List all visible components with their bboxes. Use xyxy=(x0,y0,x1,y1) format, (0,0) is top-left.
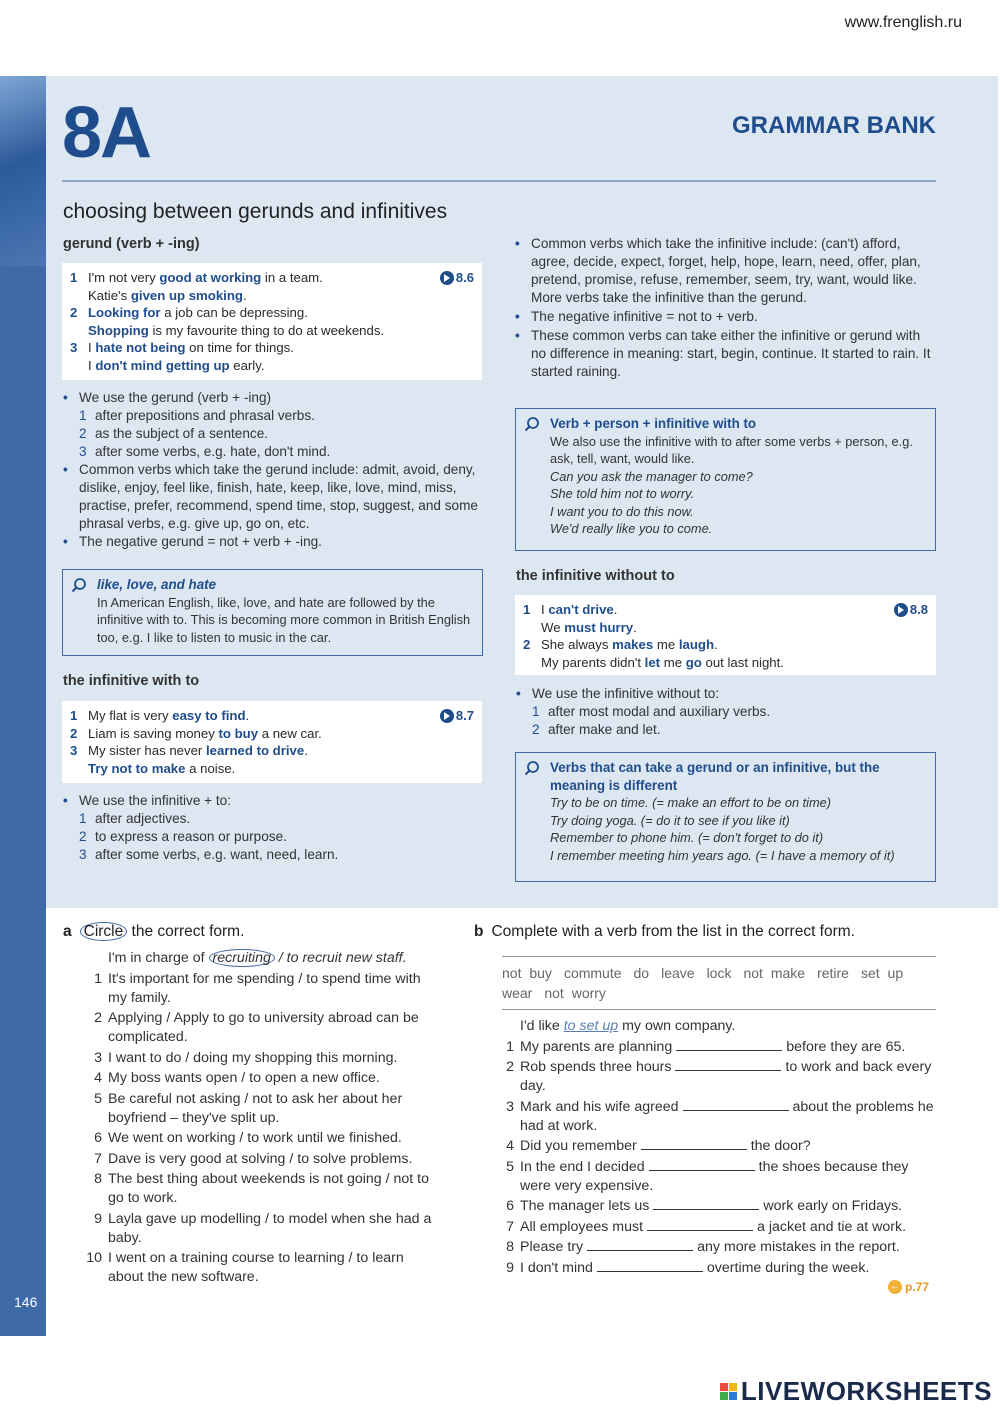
highlight: must hurry xyxy=(564,619,634,635)
highlight: Looking for xyxy=(88,305,161,320)
bullet-text: Common verbs which take the infinitive include: (can't) afford, agree, decide, expect, forget, help, hope, learn, need, offer, plan, pretend, promise, refuse, remember, seem, try, want, would like. More verbs take the infinitive than the gerund. xyxy=(531,236,921,305)
page-reference[interactable]: ← p.77 xyxy=(890,1280,930,1294)
text: My sister has never xyxy=(88,743,206,758)
item-text[interactable]: Dave is very good at solving / to solve problems. xyxy=(108,1150,413,1167)
answer-blank[interactable] xyxy=(647,1219,753,1231)
example-line xyxy=(541,636,928,654)
rule-item xyxy=(63,828,483,846)
example-lines xyxy=(88,269,474,304)
item-text[interactable]: I want to do / doing my shopping this morning. xyxy=(108,1049,398,1066)
note-title: Verbs that can take a gerund or an infinitive, but the meaning is different xyxy=(550,760,880,793)
rule-text: after prepositions and phrasal verbs. xyxy=(95,408,315,423)
rule-number: 2 xyxy=(79,426,87,441)
answer-blank[interactable] xyxy=(683,1099,789,1111)
example-line xyxy=(541,601,928,619)
item-prefix: Rob spends three hours xyxy=(520,1059,672,1075)
example-line xyxy=(88,357,474,375)
example-item xyxy=(523,636,928,671)
bullet-text: These common verbs can take either the infinitive or gerund with no difference in meaning: start, begin, continue. It started to rain. It started raining. xyxy=(531,328,931,379)
gerund-examples-box xyxy=(62,263,482,380)
exercise-item xyxy=(86,1249,442,1287)
answer-blank[interactable] xyxy=(676,1039,782,1051)
example-number: 2 xyxy=(70,725,78,741)
example-lines xyxy=(541,636,928,671)
note-lines xyxy=(550,433,925,538)
exercise-item xyxy=(86,1009,442,1047)
item-number: 7 xyxy=(506,1218,514,1235)
item-suffix: about the problems he had at work. xyxy=(520,1098,934,1134)
item-prefix: In the end I decided xyxy=(520,1158,645,1175)
item-suffix: a jacket and tie at work. xyxy=(757,1218,907,1235)
rule-list xyxy=(63,810,483,864)
highlight: easy to find xyxy=(172,708,246,723)
word-option: lock xyxy=(706,965,732,981)
liveworksheets-logo[interactable]: LIVEWORKSHEETS xyxy=(720,1376,992,1407)
site-url[interactable]: www.frenglish.ru xyxy=(844,14,962,31)
exercise-item xyxy=(498,1158,938,1196)
exercise-a-list xyxy=(86,949,442,1289)
note-line: She told him not to worry. xyxy=(550,486,695,501)
exercise-b-list xyxy=(498,1017,938,1279)
text: me xyxy=(660,654,686,670)
exercise-item xyxy=(86,1210,442,1248)
item-text xyxy=(520,1058,938,1096)
text: . xyxy=(242,287,247,303)
example-item: I'm in charge of recruiting / to recruit new staff. xyxy=(108,950,407,966)
word-option: not worry xyxy=(544,985,606,1001)
rule-number: 1 xyxy=(79,408,87,423)
item-suffix: before they are 65. xyxy=(786,1038,906,1055)
infinitive-without-to-subheading: the infinitive without to xyxy=(516,568,675,584)
item-number: 9 xyxy=(94,1210,102,1227)
text: out last night. xyxy=(701,654,784,670)
bullet-dot: • xyxy=(515,328,520,343)
answer-blank[interactable] xyxy=(597,1260,703,1272)
item-text[interactable]: It's important for me spending / to spend time with my family. xyxy=(108,970,421,1006)
highlight: good at working xyxy=(159,270,262,285)
answer-blank[interactable] xyxy=(649,1159,755,1171)
rule-intro: We use the infinitive + to: xyxy=(79,793,232,808)
example-number: 1 xyxy=(70,708,78,723)
circled-answer: recruiting xyxy=(209,949,275,967)
word-option: not make xyxy=(743,965,806,981)
rule-item xyxy=(63,846,483,864)
item-number: 1 xyxy=(506,1038,514,1055)
word-option: set up xyxy=(860,965,904,981)
text: . xyxy=(714,637,718,652)
rule-intro: We use the infinitive without to: xyxy=(532,686,720,701)
example-number: 3 xyxy=(70,340,78,355)
item-prefix: I don't mind xyxy=(520,1259,593,1276)
example-item xyxy=(70,304,474,339)
divider xyxy=(62,180,936,182)
rule-item xyxy=(516,721,936,739)
note-text: In American English, like, love, and hate are followed by the infinitive with to. This is becoming more common in British English too, e.g. I like to listen to music in the car. xyxy=(97,594,471,645)
example-lines xyxy=(88,304,474,339)
item-number: 8 xyxy=(94,1171,102,1187)
highlight: learned to drive xyxy=(206,743,305,758)
word-option: wear xyxy=(502,985,533,1001)
example-list xyxy=(70,707,474,777)
text: me xyxy=(653,637,679,652)
rule-number: 2 xyxy=(79,829,87,844)
audio-button[interactable]: 8.7 xyxy=(440,707,474,725)
item-text xyxy=(520,1259,869,1278)
note-title: Verb + person + infinitive with to xyxy=(550,416,757,431)
example-number: 3 xyxy=(70,743,78,758)
page-number: 146 xyxy=(14,1294,38,1310)
rule-item xyxy=(63,810,483,828)
unit-title: 8A xyxy=(62,93,151,173)
text: She always xyxy=(541,637,613,652)
rule-item xyxy=(63,443,483,461)
example-lines xyxy=(88,339,474,374)
example-item: I'd like to set up my own company. xyxy=(520,1018,736,1034)
item-prefix: My parents are planning xyxy=(520,1038,673,1055)
text: in a team. xyxy=(261,270,323,285)
infinitive-without-to-examples-box xyxy=(515,595,936,675)
magnifier-icon xyxy=(71,577,87,593)
item-text[interactable]: Be careful not asking / not to ask her about her boyfriend – they've split up. xyxy=(108,1090,403,1126)
text: early. xyxy=(229,357,265,373)
item-number: 7 xyxy=(94,1150,102,1167)
audio-icon xyxy=(894,603,908,617)
example-item xyxy=(70,707,474,725)
infinitive-to-examples-box xyxy=(62,701,482,783)
item-number: 2 xyxy=(506,1059,514,1075)
example-item xyxy=(70,339,474,374)
text: is my favourite thing to do at weekends. xyxy=(148,322,385,338)
example-lines xyxy=(88,742,474,777)
answer-blank[interactable] xyxy=(675,1059,781,1071)
text: My parents didn't xyxy=(541,654,645,670)
item-text[interactable]: We went on working / to work until we finished. xyxy=(108,1130,402,1146)
note-line: Can you ask the manager to come? xyxy=(550,468,753,484)
item-text[interactable]: Layla gave up modelling / to model when she had a baby. xyxy=(108,1210,432,1246)
item-number: 6 xyxy=(94,1130,102,1146)
item-text xyxy=(520,1218,906,1237)
text: My flat is very xyxy=(88,708,173,723)
note-gerund-or-infinitive xyxy=(515,752,936,882)
item-prefix: Did you remember xyxy=(520,1138,637,1154)
item-text xyxy=(520,1158,938,1196)
answer-blank[interactable] xyxy=(587,1239,693,1251)
example-number: 1 xyxy=(523,602,531,617)
note-line: We also use the infinitive with to after some verbs + person, e.g. ask, tell, want, would like. xyxy=(550,433,913,466)
exercise-item xyxy=(498,1197,938,1216)
rule-number: 1 xyxy=(79,811,87,826)
text: I xyxy=(88,340,96,355)
item-number: 3 xyxy=(506,1098,514,1115)
rule-text: after adjectives. xyxy=(95,811,191,826)
rule-text: after make and let. xyxy=(548,722,661,737)
item-number: 4 xyxy=(94,1070,102,1086)
item-number: 1 xyxy=(94,970,102,987)
bullet-item xyxy=(515,327,935,381)
item-text[interactable]: The best thing about weekends is not going / not to go to work. xyxy=(108,1171,430,1206)
item-prefix: Mark and his wife agreed xyxy=(520,1098,679,1115)
text: a new car. xyxy=(258,725,322,741)
highlight: Shopping xyxy=(88,322,149,338)
highlight: laugh xyxy=(678,637,715,652)
item-suffix: to work and back every day. xyxy=(520,1059,932,1094)
exercise-item xyxy=(498,1098,938,1136)
example-answer: to set up xyxy=(563,1018,619,1034)
example-list xyxy=(523,601,928,671)
exercise-b-title: b Complete with a verb from the list in the correct form. xyxy=(474,923,855,940)
left-bar-decoration xyxy=(0,76,46,266)
rule-list xyxy=(63,407,483,461)
infinitive-without-to-rules: • We use the infinitive without to: 1 after most modal and auxiliary verbs. 2 after make and let. xyxy=(516,685,936,739)
highlight: given up smoking xyxy=(130,287,243,303)
bullet-dot: • xyxy=(515,309,520,324)
example-lines xyxy=(541,601,928,636)
note-line: Try to be on time. (= make an effort to be on time) xyxy=(550,795,832,810)
rule-text: to express a reason or purpose. xyxy=(95,829,287,844)
note-line: We'd really like you to come. xyxy=(550,521,713,536)
exercise-item xyxy=(498,1218,938,1237)
text: . xyxy=(245,708,250,723)
text: Liam is saving money xyxy=(88,725,219,741)
word-option: leave xyxy=(661,965,695,981)
rule-text: as the subject of a sentence. xyxy=(95,426,269,441)
highlight: makes xyxy=(612,637,654,652)
item-suffix: any more mistakes in the report. xyxy=(697,1239,900,1255)
infinitive-to-rules: • We use the infinitive + to: 1 after adjectives. 2 to express a reason or purpose. 3 after some verbs, e.g. want, need, learn. xyxy=(63,792,483,864)
item-text[interactable]: My boss wants open / to open a new office. xyxy=(108,1070,380,1086)
arrow-left-icon: ← xyxy=(890,1281,900,1292)
example-line xyxy=(541,619,928,637)
rule-list xyxy=(516,703,936,739)
rule-number: 3 xyxy=(79,444,87,459)
word-option: do xyxy=(633,965,650,981)
gerund-subheading: gerund (verb + -ing) xyxy=(63,236,200,252)
word-option: not buy xyxy=(502,965,552,981)
example-lines xyxy=(88,725,474,743)
rule-text: after some verbs, e.g. want, need, learn. xyxy=(95,847,339,862)
highlight: to buy xyxy=(218,725,259,741)
gerund-rules: • We use the gerund (verb + -ing) 1 after prepositions and phrasal verbs. 2 as the subject of a sentence. 3 after some verbs, e.g. hate, don't mind. • Common verbs which take the gerund include: admit, avoid, deny, dislike, enjoy, feel like, finish, hate, keep, like, love, mind, miss, practise, prefer, recommend, spend time, stop, suggest, and some phrasal verbs, e.g. give up, go on, etc. • The negative gerund = not + verb + -ing. xyxy=(63,389,483,551)
item-number: 5 xyxy=(506,1158,514,1175)
highlight: Try not to make xyxy=(88,760,186,776)
example-line xyxy=(88,269,474,287)
audio-button[interactable]: 8.6 xyxy=(440,269,474,287)
item-text xyxy=(520,1238,900,1257)
example-line xyxy=(88,287,474,305)
text: on time for things. xyxy=(185,340,294,355)
exercise-item xyxy=(86,1150,442,1169)
example-number: 2 xyxy=(70,305,78,320)
exercise-item xyxy=(498,1259,938,1278)
answer-blank[interactable] xyxy=(653,1198,759,1210)
text: a noise. xyxy=(185,760,236,776)
rule-item xyxy=(63,407,483,425)
highlight: can't drive xyxy=(548,602,614,617)
example-lines xyxy=(88,707,474,725)
item-number: 9 xyxy=(506,1259,514,1276)
common-verbs-text: Common verbs which take the gerund include: admit, avoid, deny, dislike, enjoy, feel like, finish, hate, keep, like, love, mind, miss, practise, prefer, recommend, spend time, stop, suggest, and some phrasal verbs, e.g. give up, go on, etc. xyxy=(79,462,478,531)
note-lines xyxy=(550,794,925,864)
item-suffix: the door? xyxy=(750,1138,811,1154)
item-prefix: All employees must xyxy=(520,1218,644,1235)
example-item xyxy=(523,601,928,636)
example-item xyxy=(70,742,474,777)
magnifier-icon xyxy=(524,760,540,776)
rule-item xyxy=(63,425,483,443)
example-line xyxy=(88,304,474,322)
exercise-item xyxy=(86,970,442,1008)
bullet-item xyxy=(515,308,935,326)
rule-number: 3 xyxy=(79,847,87,862)
item-text xyxy=(520,1137,811,1156)
word-option: commute xyxy=(563,965,622,981)
example-line xyxy=(88,707,474,725)
text: . xyxy=(613,602,618,617)
text: Katie's xyxy=(88,287,131,303)
rule-number: 1 xyxy=(532,704,540,719)
answer-blank[interactable] xyxy=(641,1138,747,1150)
item-suffix: the shoes because they were very expensive. xyxy=(520,1158,909,1194)
example-line xyxy=(88,322,474,340)
example-line xyxy=(541,654,928,672)
example-item xyxy=(70,269,474,304)
negative-gerund-text: The negative gerund = not + verb + -ing. xyxy=(79,534,322,549)
audio-button[interactable]: 8.8 xyxy=(894,601,928,619)
exercise-item xyxy=(86,1129,442,1148)
bullet-item xyxy=(515,235,935,307)
rule-item xyxy=(516,703,936,721)
magnifier-icon xyxy=(524,416,540,432)
note-line: I want you to do this now. xyxy=(550,503,694,519)
audio-icon xyxy=(440,271,454,285)
exercise-item xyxy=(86,1069,442,1088)
highlight: hate not being xyxy=(95,340,186,355)
rule-number: 2 xyxy=(532,722,540,737)
note-line: Remember to phone him. (= don't forget to do it) xyxy=(550,830,824,845)
note-line: I remember meeting him years ago. (= I have a memory of it) xyxy=(550,847,895,863)
infinitive-rules-right xyxy=(515,235,935,382)
item-suffix: work early on Fridays. xyxy=(763,1198,903,1214)
text: I xyxy=(541,602,549,617)
highlight: don't mind getting up xyxy=(95,357,230,373)
text: a job can be depressing. xyxy=(160,305,308,320)
note-like-love-hate xyxy=(62,569,483,656)
item-text[interactable]: Applying / Apply to go to university abroad can be complicated. xyxy=(108,1010,419,1045)
infinitive-to-subheading: the infinitive with to xyxy=(63,673,200,689)
item-prefix: The manager lets us xyxy=(520,1198,650,1214)
item-number: 10 xyxy=(86,1250,102,1266)
exercise-item xyxy=(86,1049,442,1068)
example-line xyxy=(88,339,474,357)
note-line: Try doing yoga. (= do it to see if you like it) xyxy=(550,812,790,828)
note-verb-person-infinitive xyxy=(515,408,936,551)
item-suffix: overtime during the week. xyxy=(706,1259,870,1276)
item-text xyxy=(520,1038,905,1057)
text: I xyxy=(88,357,96,373)
item-text[interactable]: I went on a training course to learning / to learn about the new software. xyxy=(108,1250,404,1285)
section-title: GRAMMAR BANK xyxy=(732,112,936,139)
text: I'm not very xyxy=(88,270,160,285)
word-option: retire xyxy=(817,965,849,981)
example-line xyxy=(88,760,474,778)
rule-intro: We use the gerund (verb + -ing) xyxy=(79,390,272,405)
item-text xyxy=(520,1197,902,1216)
exercise-item xyxy=(86,1170,442,1208)
exercise-item xyxy=(498,1238,938,1257)
item-number: 3 xyxy=(94,1049,102,1066)
example-number: 2 xyxy=(523,637,531,652)
item-number: 4 xyxy=(506,1138,514,1154)
item-number: 6 xyxy=(506,1198,514,1214)
exercise-item xyxy=(498,1038,938,1057)
highlight: let xyxy=(644,654,661,670)
rule-text: after most modal and auxiliary verbs. xyxy=(548,704,771,719)
logo-icon xyxy=(720,1383,737,1400)
text: . xyxy=(304,743,308,758)
example-number: 1 xyxy=(70,270,78,285)
exercise-item xyxy=(498,1058,938,1096)
text: We xyxy=(541,619,565,635)
item-prefix: Please try xyxy=(520,1239,584,1255)
note-title: like, love, and hate xyxy=(97,577,217,592)
example-item xyxy=(70,725,474,743)
example-list xyxy=(70,269,474,374)
audio-icon xyxy=(440,709,454,723)
item-number: 8 xyxy=(506,1239,514,1255)
item-text xyxy=(520,1098,938,1136)
example-line xyxy=(88,742,474,760)
exercise-a-title: a Circle the correct form. xyxy=(63,923,245,940)
rule-text: after some verbs, e.g. hate, don't mind. xyxy=(95,444,331,459)
page-heading: choosing between gerunds and infinitives xyxy=(63,200,448,223)
exercise-item xyxy=(86,1090,442,1128)
item-number: 5 xyxy=(94,1090,102,1107)
bullet-dot: • xyxy=(515,236,520,251)
exercise-item xyxy=(498,1137,938,1156)
word-list xyxy=(502,956,936,1010)
example-line xyxy=(88,725,474,743)
text: . xyxy=(633,619,637,635)
bullet-text: The negative infinitive = not to + verb. xyxy=(531,309,758,324)
highlight: go xyxy=(685,654,702,670)
item-number: 2 xyxy=(94,1010,102,1026)
